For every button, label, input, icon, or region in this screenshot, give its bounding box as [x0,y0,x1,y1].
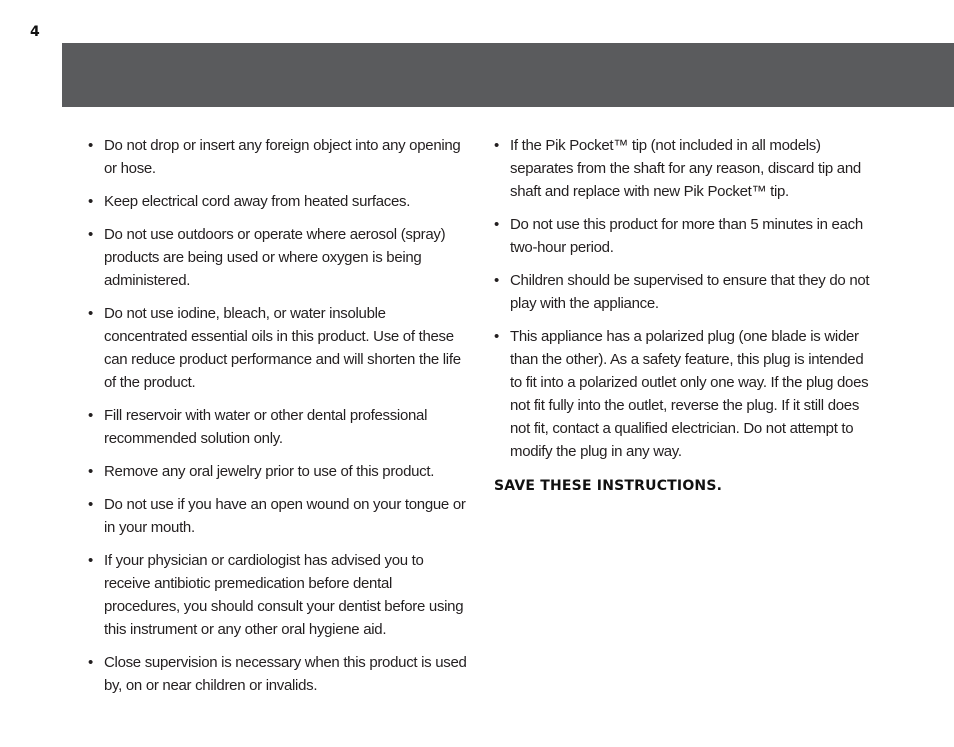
list-item-text: Do not drop or insert any foreign object into any opening or hose. [104,137,461,177]
safety-list-right [494,134,874,463]
list-item-text: Do not use this product for more than 5 minutes in each two-hour period. [510,216,863,256]
list-item-text: If the Pik Pocket™ tip (not included in all models) separates from the shaft for any reason, discard tip and shaft and replace with new Pik Pocket™ tip. [510,137,861,200]
list-item-text: Remove any oral jewelry prior to use of this product. [104,463,435,480]
list-item-text: Do not use if you have an open wound on your tongue or in your mouth. [104,496,466,536]
list-item [88,223,470,292]
safety-list-left [88,134,470,697]
list-item-text: If your physician or cardiologist has advised you to receive antibiotic premedication before dental procedures, you should consult your dentist before using this instrument or any other oral hygiene aid. [104,552,464,638]
bullet-icon: • [88,193,93,210]
list-item-text: Do not use outdoors or operate where aerosol (spray) products are being used or where oxygen is being administered. [104,226,446,289]
list-item-text: Fill reservoir with water or other dental professional recommended solution only. [104,407,428,447]
list-item [494,134,874,203]
list-item [88,460,470,483]
list-item-text: This appliance has a polarized plug (one blade is wider than the other). As a safety feature, this plug is intended to fit into a polarized outlet only one way. If the plug does not fit fully into the outlet, reverse the plug. If it still does not fit, contact a qualified electrician. Do not attempt to modify the plug in any way. [510,328,869,460]
bullet-icon: • [494,216,499,233]
bullet-icon: • [88,463,93,480]
header-bar [62,43,954,107]
list-item [88,651,470,697]
bullet-icon: • [88,407,93,424]
bullet-icon: • [494,328,499,345]
bullet-icon: • [88,654,93,671]
list-item-text: Children should be supervised to ensure that they do not play with the appliance. [510,272,870,312]
list-item [88,549,470,641]
bullet-icon: • [88,226,93,243]
bullet-icon: • [88,305,93,322]
bullet-icon: • [88,552,93,569]
page-number: 4 [30,24,40,40]
list-item [494,213,874,259]
list-item [88,190,470,213]
bullet-icon: • [494,272,499,289]
list-item-text: Do not use iodine, bleach, or water insoluble concentrated essential oils in this product. Use of these can reduce product performance and will shorten the life of the product. [104,305,461,391]
list-item-text: Close supervision is necessary when this product is used by, on or near children or invalids. [104,654,467,694]
list-item [88,404,470,450]
bullet-icon: • [88,496,93,513]
list-item [494,325,874,463]
list-item-text: Keep electrical cord away from heated surfaces. [104,193,411,210]
bullet-icon: • [88,137,93,154]
right-column [494,134,874,495]
list-item [88,134,470,180]
save-instructions-heading: SAVE THESE INSTRUCTIONS. [494,478,723,494]
list-item [88,493,470,539]
left-column [88,134,470,707]
bullet-icon: • [494,137,499,154]
list-item [88,302,470,394]
list-item [494,269,874,315]
